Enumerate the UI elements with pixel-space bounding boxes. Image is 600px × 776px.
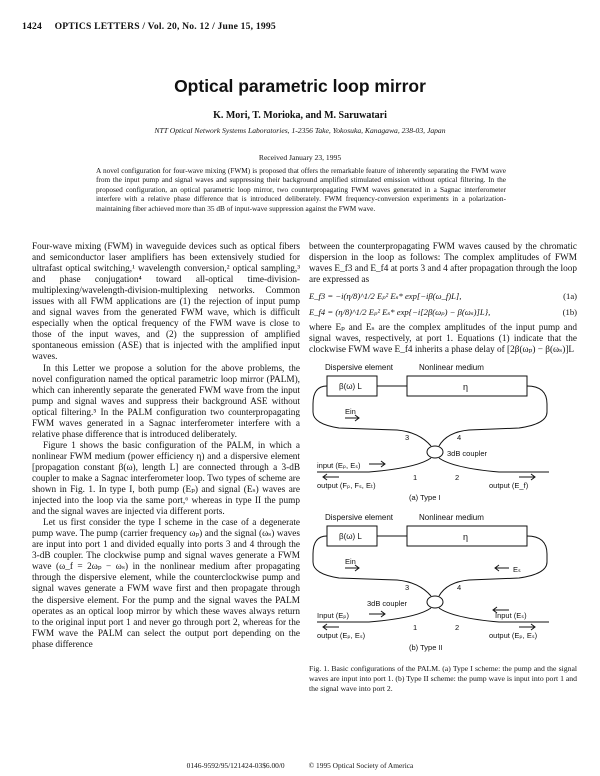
type2-input-left-arrow [369,611,385,617]
type1-output-right-arrow [519,474,535,480]
page-footer [0,761,600,770]
equation-1b [309,307,577,318]
equation-body: E_f3 = −i(η/8)^1/2 Eₚ² Eₛ* exp[−iβ(ω_f)L], [309,291,462,302]
page-number: 1424 [22,21,42,32]
type1-diagram [313,363,549,502]
body-paragraph: Four-wave mixing (FWM) in waveguide devices such as optical fibers and semiconductor laser amplifiers has been extensively studied for ultrafast optical switching,¹ wavelength conversion,² optical sampling,³ and phase conjugation⁴ toward all-optical time-division-multiplexing/wavelength-division-multiplexing networks. Common issues with all FWM applications are (1) the rejection of input pump and signal waves from the generated FWM wave, which is difficult especially when the optical frequency of the FWM wave is close to those of the input waves, and (2) the suppression of amplified spontaneous emission (ASE) that is injected with the amplified input waves. [32,242,300,363]
type2-port-3: 3 [405,583,410,593]
body-paragraph: Figure 1 shows the basic configuration of the PALM, in which a nonlinear FWM medium (power efficiency η) and a dispersive element [propagation constant β(ω), length L] are connected through a 3-dB coupler to make a Sagnac interferometer loop. Two types of scheme are shown in Fig. 1. In type I, both pump (Eₚ) and signal (Eₛ) waves are injected into the loop via the same port,⁶ whereas in type II the pump and the signal waves are injected via different ports. [32,440,300,518]
equation-number: (1a) [563,291,577,302]
type1-dispersive-label: Dispersive element [325,363,394,373]
type2-input-right-label: Input (Eₛ) [495,611,527,621]
type1-port-1: 1 [413,473,418,483]
type2-loop-right [439,536,547,596]
type1-loop-left [313,386,431,446]
left-column [32,242,300,651]
type1-output-left-label: output (Fₚ, Fₛ, Eₜ) [317,481,376,491]
type2-input-left-label: Input (Eₚ) [317,611,349,621]
type1-output-right-label: output (E_f) [489,481,529,491]
type2-output-right-label: output (Eₚ, Eₛ) [489,631,538,641]
type1-loop-right [439,386,547,446]
figure-caption: Fig. 1. Basic configurations of the PALM. (a) Type I scheme: the pump and the signal waves are input into port 1. (b) Type II scheme: the pump wave is input into port 1 and the signal wave into port 2. [309,664,577,693]
received-date: Received January 23, 1995 [258,153,342,162]
body-paragraph: where Eₚ and Eₛ are the complex amplitudes of the input pump and signal waves, respectively, at port 1. Equations (1) indicate that the clockwise FWM wave E_f4 inherits a phase delay of [2β(ωₚ) − β(ωₛ)]L [309,323,577,356]
type2-dispersive-label: Dispersive element [325,513,394,523]
type2-es-arrow [495,565,509,571]
running-header [22,21,276,32]
type2-output-left-label: output (Eₚ, Eₛ) [317,631,366,641]
type2-caption-label: (b) Type II [409,643,443,653]
copyright: © 1995 Optical Society of America [308,761,414,770]
type2-coupler [427,596,443,608]
equation-number: (1b) [562,307,577,318]
body-paragraph: between the counterpropagating FWM waves caused by the chromatic dispersion in the loop as follows: The complex amplitudes of FWM waves E_f3 and E_f4 at ports 3 and 4 after propagation through the loop are expressed as [309,242,577,286]
affiliation: NTT Optical Network Systems Laboratories, 1-2356 Take, Yokosuka, Kanagawa, 238-03, Japan [154,126,446,135]
paper-title: Optical parametric loop mirror [174,76,426,96]
type1-nonlinear-label: Nonlinear medium [419,363,484,373]
type1-output-left-arrow [323,474,339,480]
figure-1 [309,360,577,660]
authors: K. Mori, T. Morioka, and M. Saruwatari [213,110,387,121]
type2-port-2: 2 [455,623,460,633]
type1-port-3: 3 [405,433,410,443]
type1-port-4: 4 [457,433,462,443]
type2-ein-label: Ein [345,557,356,567]
type2-output-left-arrow [323,624,339,630]
figure-diagram [309,360,577,660]
equation-body: E_f4 = (η/8)^1/2 Eₚ² Eₛ* exp{−i[2β(ωₚ) − β(ωₛ)]L}, [309,307,491,318]
type1-caption-label: (a) Type I [409,493,441,503]
body-paragraph: In this Letter we propose a solution for the above problems, the novel configuration named the optical parametric loop mirror (PALM), which can inherently separate the generated FWM wave from the input pump and signal waves and suppress their background ASE without optical filtering.⁵ In the PALM configuration two counterpropagating FWM waves generated in a Sagnac interferometer interfere with a relative phase difference that is introduced deliberately. [32,363,300,440]
type2-port-4: 4 [457,583,462,593]
type1-output-line [439,458,549,472]
type1-eta-label: η [463,382,469,393]
equation-1a [309,291,577,302]
type2-loop-left [313,536,431,596]
type2-es-label: Eₛ [513,565,521,575]
type2-coupler-label: 3dB coupler [367,599,408,609]
type2-output-right-arrow [519,624,535,630]
body-paragraph: Let us first consider the type I scheme in the case of a degenerate pump wave. The pump (carrier frequency ωₚ) and the signal (ωₛ) waves are input into port 1 and divided equally into ports 3 and 4 through the 3-dB coupler. The clockwise pump and signal waves generate a FWM wave (ω_f = 2ωₚ − ωₛ) in the nonlinear medium after propagating through the dispersive element, while the counterclockwise pump and signal waves generate a FWM wave first and then propagate through the dispersive element. For the pump and the signal waves the PALM operates as an optical loop mirror by which these waves always return to the original input port 1 and never go through port 2, whereas for the FWM wave the PALM can select the output port depending on the phase difference [32,518,300,650]
type2-diagram [313,513,549,652]
type2-port-1: 1 [413,623,418,633]
type2-nonlinear-label: Nonlinear medium [419,513,484,523]
right-column [309,242,577,693]
type1-input-label: input (Eₚ, Eₛ) [317,461,361,471]
type1-ein-label: Ein [345,407,356,417]
abstract: A novel configuration for four-wave mixing (FWM) is proposed that offers the remarkable feature of inherently separating the FWM wave from the input pump and signal waves and suppressing their background amplified stimulated emission without optical filtering. In the proposed configuration, an optical parametric loop mirror, two counterpropagating FWM waves generated in a Sagnac interferometer interfere with a relative phase difference that is introduced deliberately. FWM frequency-conversion experiments in a polarization-maintaining fiber achieved more than 35 dB of input-wave suppression against the FWM wave. [96,166,506,213]
type2-beta-label: β(ω) L [339,532,362,542]
type1-coupler-label: 3dB coupler [447,449,488,459]
journal-citation: OPTICS LETTERS / Vol. 20, No. 12 / June 15, 1995 [54,21,276,32]
type2-eta-label: η [463,532,469,543]
type1-port-2: 2 [455,473,460,483]
type1-beta-label: β(ω) L [339,382,362,392]
article-code: 0146-9592/95/121424-03$6.00/0 [186,761,285,770]
type1-input-arrow [369,461,385,467]
type1-coupler [427,446,443,458]
